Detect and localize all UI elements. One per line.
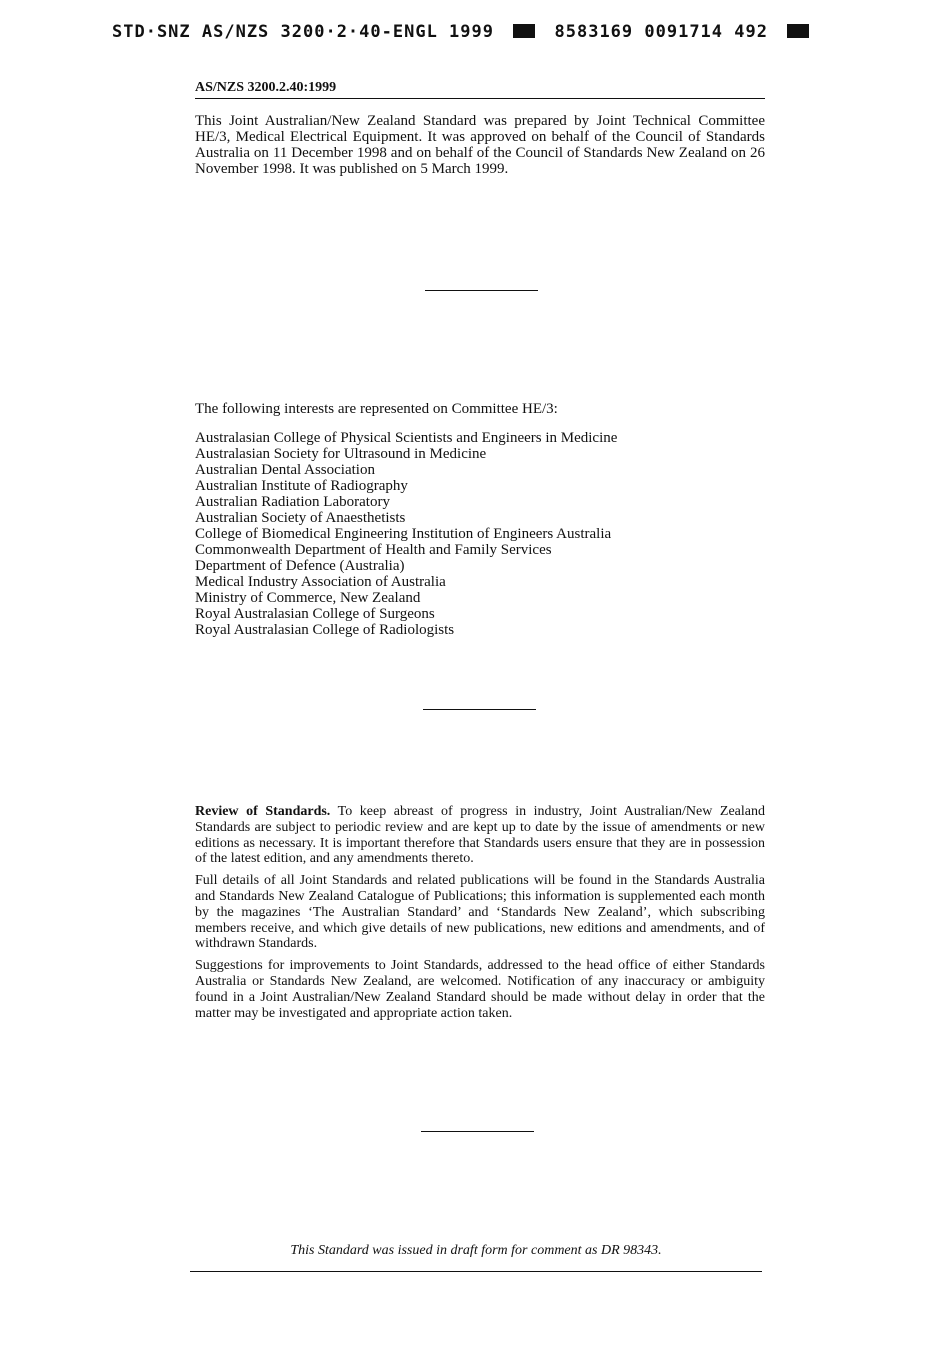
list-item: Medical Industry Association of Australia bbox=[195, 574, 446, 590]
header-stamp bbox=[112, 22, 812, 42]
header-stamp-left: STD·SNZ AS/NZS 3200·2·40-ENGL 1999 bbox=[112, 22, 494, 42]
interests-list bbox=[195, 430, 765, 638]
review-text-1: To keep abreast of progress in industry, Joint Australian/New Zealand Standards are subject to periodic review and are kept up to date by the issue of amendments or new editions as necessary. It is important therefore that Standards users ensure that they are in possession of the latest edition, and any amendments thereto. bbox=[195, 804, 766, 867]
review-paragraph-1 bbox=[195, 804, 765, 867]
section-divider bbox=[425, 290, 538, 291]
interests-section bbox=[195, 401, 765, 638]
list-item: Ministry of Commerce, New Zealand bbox=[195, 590, 421, 606]
review-section bbox=[195, 804, 765, 1027]
header-stamp-right: 8583169 0091714 492 bbox=[554, 22, 768, 42]
list-item: Australian Society of Anaesthetists bbox=[195, 510, 406, 526]
section-divider bbox=[423, 709, 536, 710]
review-heading: Review of Standards. bbox=[195, 804, 331, 819]
document-id: AS/NZS 3200.2.40:1999 bbox=[195, 80, 765, 99]
intro-section bbox=[195, 113, 765, 177]
list-item: Australian Radiation Laboratory bbox=[195, 494, 390, 510]
interests-lead: The following interests are represented on Committee HE/3: bbox=[195, 401, 558, 417]
review-paragraph-3: Suggestions for improvements to Joint Standards, addressed to the head office of either Standards Australia or Standards New Zealand, are welcomed. Notification of any inaccuracy or ambiguity found in a Joint Australian/New Zealand Standard should be made without delay in order that the matter may be investigated and appropriate action taken. bbox=[195, 958, 765, 1021]
stamp-block-mark bbox=[513, 24, 535, 38]
list-item: Department of Defence (Australia) bbox=[195, 558, 405, 574]
list-item: Australian Institute of Radiography bbox=[195, 478, 408, 494]
list-item: College of Biomedical Engineering Institution of Engineers Australia bbox=[195, 526, 612, 542]
intro-paragraph: This Joint Australian/New Zealand Standard was prepared by Joint Technical Committee HE/3, Medical Electrical Equipment. It was approved on behalf of the Council of Standards Australia on 11 December 1998 and on behalf of the Council of Standards New Zealand on 26 November 1998. It was published on 5 March 1999. bbox=[195, 113, 765, 177]
draft-footer-note: This Standard was issued in draft form for comment as DR 98343. bbox=[190, 1243, 762, 1272]
section-divider bbox=[421, 1131, 534, 1132]
list-item: Commonwealth Department of Health and Family Services bbox=[195, 542, 552, 558]
list-item: Australian Dental Association bbox=[195, 462, 375, 478]
list-item: Royal Australasian College of Surgeons bbox=[195, 606, 435, 622]
stamp-block-mark bbox=[787, 24, 809, 38]
review-paragraph-2: Full details of all Joint Standards and related publications will be found in the Standards Australia and Standards New Zealand Catalogue of Publications; this information is supplemented each month by the magazines ‘The Australian Standard’ and ‘Standards New Zealand’, which subscribing members receive, and which give details of new publications, new editions and amendments, and of withdrawn Standards. bbox=[195, 873, 765, 952]
list-item: Australasian Society for Ultrasound in Medicine bbox=[195, 446, 487, 462]
list-item: Royal Australasian College of Radiologists bbox=[195, 622, 455, 638]
list-item: Australasian College of Physical Scientists and Engineers in Medicine bbox=[195, 430, 618, 446]
